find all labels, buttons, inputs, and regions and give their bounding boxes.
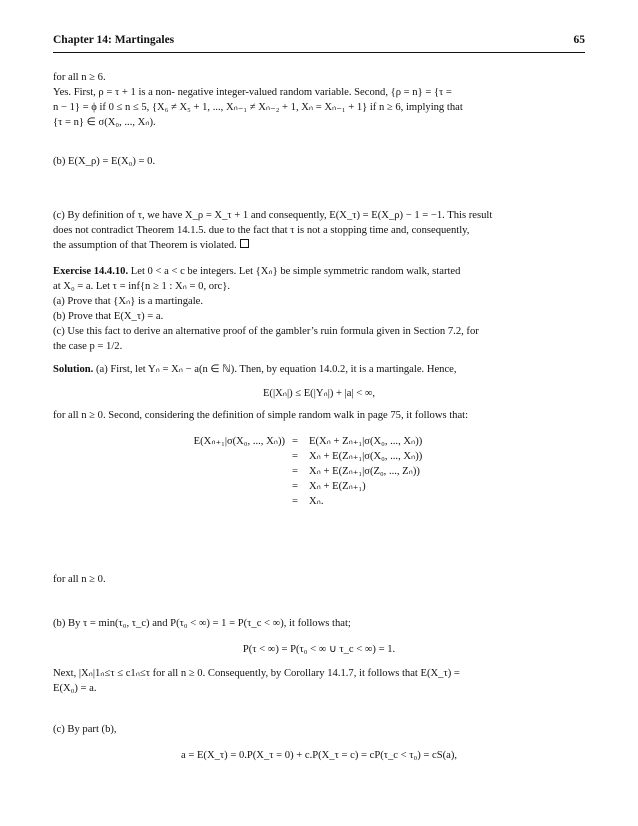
- paragraph-part-b: [53, 154, 585, 169]
- aligned-rhs: Xₙ + E(Zₙ₊₁|σ(Z₀, ..., Zₙ)): [309, 466, 420, 477]
- text-line: (a) Prove that {Xₙ} is a martingale.: [53, 296, 204, 307]
- aligned-row: [53, 494, 585, 509]
- aligned-equations: [53, 434, 585, 509]
- page-number: 65: [573, 34, 585, 46]
- solution-first-line: [53, 362, 585, 377]
- text-line: Next, |Xₙ|1ₙ≤τ ≤ c1ₙ≤τ for all n ≥ 0. Consequently, by Corollary 14.1.7, it follows that E(X_τ) =: [53, 668, 460, 679]
- aligned-relation: =: [292, 496, 298, 507]
- paragraph-for-all-n: [53, 572, 585, 587]
- text-line: for all n ≥ 6.: [53, 72, 106, 83]
- aligned-relation: =: [292, 436, 298, 447]
- aligned-relation: =: [292, 466, 298, 477]
- solution-heading: [53, 362, 585, 377]
- aligned-rhs: Xₙ + E(Zₙ₊₁|σ(X₀, ..., Xₙ)): [309, 451, 423, 462]
- equation-expectation-bound: [53, 386, 585, 401]
- aligned-relation: =: [292, 451, 298, 462]
- text-line: (c) By part (b),: [53, 724, 117, 735]
- aligned-rhs: Xₙ.: [309, 496, 324, 507]
- text-line: for all n ≥ 0. Second, considering the definition of simple random walk in page 75, it follows that:: [53, 410, 469, 421]
- text-line-content: the assumption of that Theorem is violated.: [53, 240, 237, 251]
- solution-label: Solution.: [53, 364, 94, 375]
- paragraph-solution-b: [53, 616, 585, 631]
- text-line: {τ = n} ∈ σ(X₀, ..., Xₙ).: [53, 117, 156, 128]
- aligned-row: [53, 449, 585, 464]
- aligned-rhs: E(Xₙ + Zₙ₊₁|σ(X₀, ..., Xₙ)): [309, 436, 423, 447]
- text-line: (b) By τ = min(τ₀, τ_c) and P(τ₀ < ∞) = 1 = P(τ_c < ∞), it follows that;: [53, 618, 351, 629]
- equation: a = E(X_τ) = 0.P(X_τ = 0) + c.P(X_τ = c) = cP(τ_c < τ₀) = cS(a),: [180, 750, 458, 761]
- aligned-row: [53, 464, 585, 479]
- aligned-relation: =: [292, 481, 298, 492]
- text-line: does not contradict Theorem 14.1.5. due to the fact that τ is not a stopping time and, consequently,: [53, 225, 470, 236]
- aligned-row: [53, 479, 585, 494]
- aligned-rhs: Xₙ + E(Zₙ₊₁): [309, 481, 366, 492]
- equation-gamblers-ruin: [53, 748, 585, 763]
- equation-probability: [53, 642, 585, 657]
- paragraph-solution-c: [53, 722, 585, 737]
- text-line: Let 0 < a < c be integers. Let {Xₙ} be simple symmetric random walk, started: [128, 266, 461, 277]
- exercise-heading-line: [53, 264, 585, 279]
- exercise-label: Exercise 14.4.10.: [53, 266, 129, 277]
- aligned-lhs: E(Xₙ₊₁|σ(X₀, ..., Xₙ)): [193, 436, 285, 447]
- text-line: (c) By definition of τ, we have X_ρ = X_τ + 1 and consequently, E(X_τ) = E(X_ρ) − 1 = −1. This result: [53, 210, 493, 221]
- qed-square-icon: [240, 239, 249, 248]
- chapter-title: Chapter 14: Martingales: [53, 34, 175, 46]
- text-line: the case p = 1/2.: [53, 341, 123, 352]
- equation: P(τ < ∞) = P(τ₀ < ∞ ∪ τ_c < ∞) = 1.: [242, 644, 396, 655]
- text-line: E(X₀) = a.: [53, 683, 97, 694]
- paragraph-second: [53, 408, 585, 423]
- text-line: at X₀ = a. Let τ = inf{n ≥ 1 : Xₙ = 0, orc}.: [53, 281, 230, 292]
- paragraph-yes: [53, 70, 585, 130]
- paragraph-corollary: [53, 666, 585, 696]
- running-header: [53, 34, 585, 52]
- exercise-14-4-10: [53, 264, 585, 354]
- text-line: (a) First, let Yₙ = Xₙ − a(n ∈ ℕ). Then, by equation 14.0.2, it is a martingale. Hence,: [93, 364, 457, 375]
- text-line: for all n ≥ 0.: [53, 574, 106, 585]
- text-line: [53, 238, 585, 253]
- text-line: n − 1} = ϕ if 0 ≤ n ≤ 5, {X₆ ≠ X₅ + 1, ..., Xₙ₋₁ ≠ Xₙ₋₂ + 1, Xₙ = Xₙ₋₁ + 1} if n ≥ 6, implying that: [53, 102, 463, 113]
- text-line: (c) Use this fact to derive an alternative proof of the gambler’s ruin formula given in Section 7.2, for: [53, 326, 479, 337]
- paragraph-part-c: [53, 208, 585, 253]
- aligned-row: [53, 434, 585, 449]
- text-line: (b) E(X_ρ) = E(X₀) = 0.: [53, 156, 156, 167]
- equation: E(|Xₙ|) ≤ E(|Yₙ|) + |a| < ∞,: [262, 388, 376, 399]
- header-rule: [53, 52, 585, 53]
- text-line: Yes. First, ρ = τ + 1 is a non- negative integer-valued random variable. Second, {ρ = n} = {τ =: [53, 87, 452, 98]
- text-line: (b) Prove that E(X_τ) = a.: [53, 311, 164, 322]
